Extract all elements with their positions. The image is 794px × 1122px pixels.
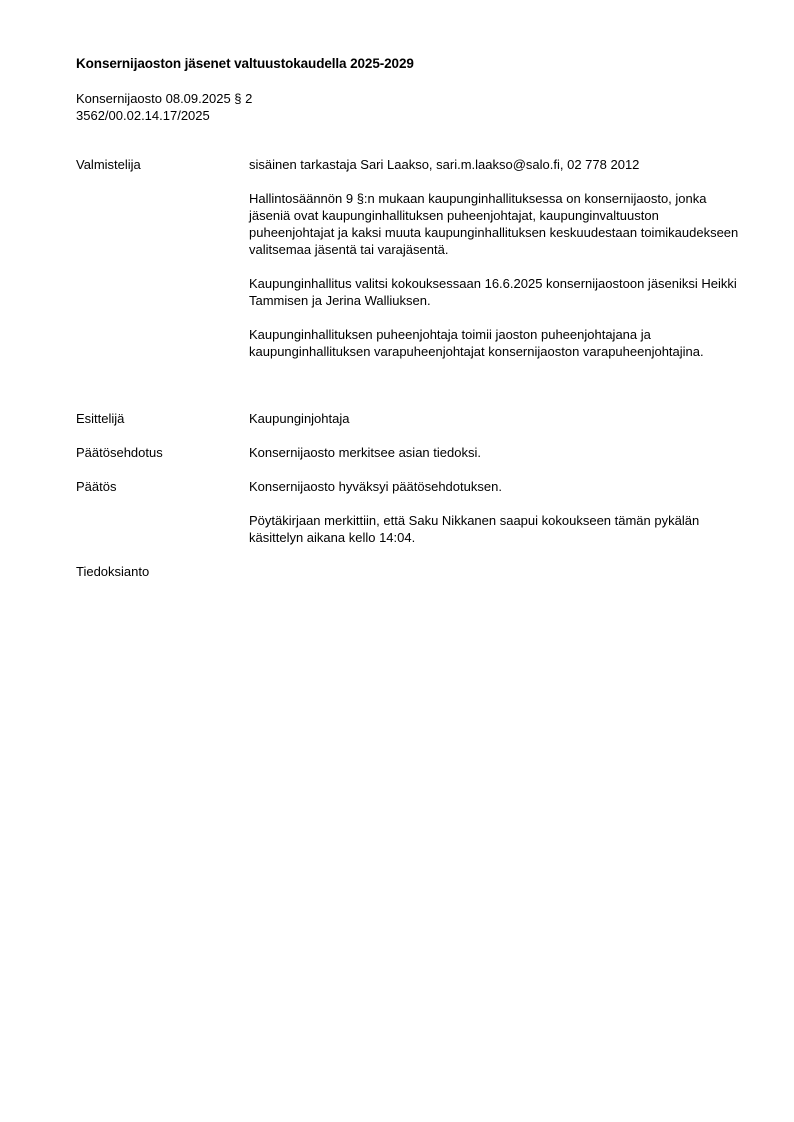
paragraph-text: Hallintosäännön 9 §:n mukaan kaupunginhallituksessa on konsernijaosto, jonka jäseniä ovat kaupunginhallituksen puheenjohtajat, kaupunginvaltuuston puheenjohtajat ja kaksi muuta kaupunginhallituksen keskuudestaan toimikaudekseen valitsemaa jäsentä tai varajäsentä. xyxy=(249,191,739,257)
valmistelija-paragraph-rules xyxy=(249,190,739,258)
paatos-note: Pöytäkirjaan merkittiin, että Saku Nikkanen saapui kokoukseen tämän pykälän käsittelyn aikana kello 14:04. xyxy=(249,513,700,545)
document-title: Konsernijaoston jäsenet valtuustokaudella 2025-2029 xyxy=(76,56,414,71)
paatosehdotus-value: Konsernijaosto merkitsee asian tiedoksi. xyxy=(249,445,481,460)
paatosehdotus-label: Päätösehdotus xyxy=(76,445,163,460)
valmistelija-paragraph-selection xyxy=(249,275,739,309)
paragraph-text: Kaupunginhallituksen puheenjohtaja toimii jaoston puheenjohtajana ja kaupunginhallituksen varapuheenjohtajat konsernijaoston varapuheenjohtajina. xyxy=(249,327,704,359)
valmistelija-paragraph-chairs xyxy=(249,326,739,360)
meeting-info xyxy=(76,90,252,124)
paatos-label: Päätös xyxy=(76,479,117,494)
valmistelija-label: Valmistelija xyxy=(76,157,141,172)
record-id: 3562/00.02.14.17/2025 xyxy=(76,108,210,123)
paatos-decision: Konsernijaosto hyväksyi päätösehdotuksen. xyxy=(249,479,502,494)
tiedoksianto-label: Tiedoksianto xyxy=(76,564,150,579)
esittelija-label: Esittelijä xyxy=(76,411,125,426)
esittelija-value: Kaupunginjohtaja xyxy=(249,411,350,426)
paragraph-text: Kaupunginhallitus valitsi kokouksessaan 16.6.2025 konsernijaostoon jäseniksi Heikki Tammisen ja Jerina Walliuksen. xyxy=(249,276,737,308)
meeting-reference: Konsernijaosto 08.09.2025 § 2 xyxy=(76,91,253,106)
valmistelija-content xyxy=(249,156,739,173)
preparer-contact: sisäinen tarkastaja Sari Laakso, sari.m.laakso@salo.fi, 02 778 2012 xyxy=(249,157,640,172)
